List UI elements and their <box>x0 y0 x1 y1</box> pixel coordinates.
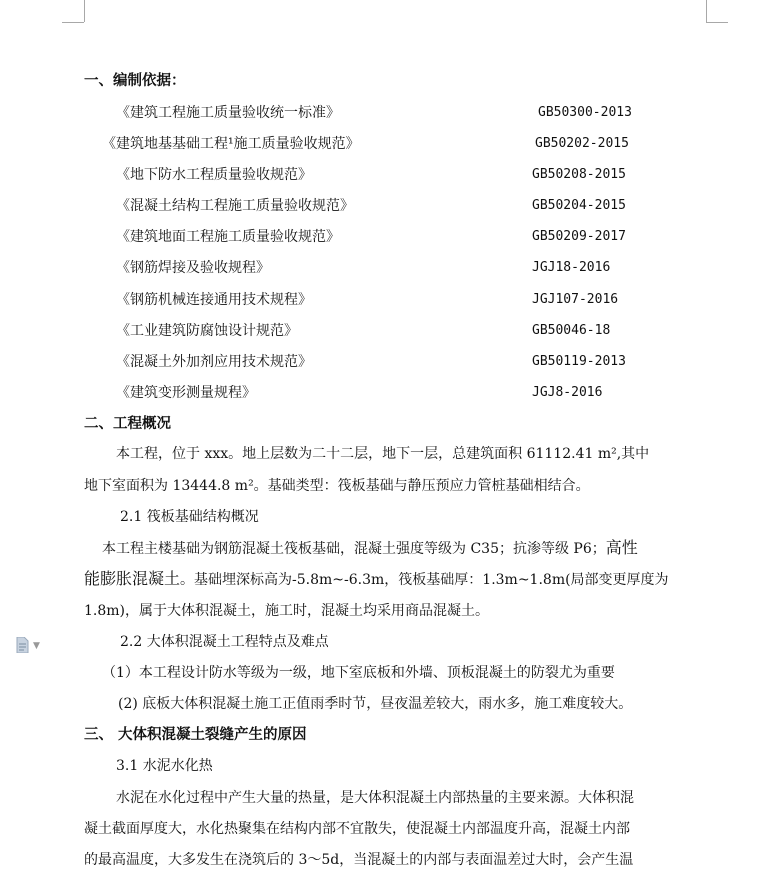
reference-code: GB50208-2015 <box>532 167 626 182</box>
reference-code: JGJ107-2016 <box>532 292 619 307</box>
subsection-3-1-heading: 3.1 水泥水化热 <box>116 758 213 774</box>
page-corner-mark-top-right <box>706 0 707 22</box>
hydration-paragraph-line-1: 水泥在水化过程中产生大量的热量，是大体积混凝土内部热量的主要来源。大体积混 <box>116 790 634 806</box>
reference-name: 《混凝土结构工程施工质量验收规范》 <box>116 198 354 214</box>
page-corner-mark-top-right <box>706 22 728 23</box>
reference-name: 《建筑变形测量规程》 <box>116 385 256 401</box>
overview-paragraph-line-1: 本工程，位于 xxx。地上层数为二十二层，地下一层，总建筑面积 61112.41 m²,其中 <box>116 446 650 462</box>
hydration-paragraph-line-3: 的最高温度，大多发生在浇筑后的 3～5d，当混凝土的内部与表面温差过大时，会产生温 <box>84 852 634 868</box>
page-corner-mark-top-left <box>84 0 85 22</box>
reference-name: 《工业建筑防腐蚀设计规范》 <box>116 323 298 339</box>
reference-code: GB50209-2017 <box>532 229 626 244</box>
reference-name: 《建筑地基基础工程¹施工质量验收规范》 <box>102 136 360 152</box>
raft-foundation-paragraph-line-1 <box>102 540 638 558</box>
section-1-heading: 一、编制依据： <box>84 72 186 89</box>
reference-name: 《混凝土外加剂应用技术规范》 <box>116 354 312 370</box>
overview-paragraph-line-2: 地下室面积为 13444.8 m²。基础类型：筏板基础与静压预应力管桩基础相结合。 <box>84 478 590 494</box>
subsection-2-2-heading: 2.2 大体积混凝土工程特点及难点 <box>120 634 329 650</box>
reference-name: 《建筑地面工程施工质量验收规范》 <box>116 229 340 245</box>
section-2-heading: 二、工程概况 <box>84 415 171 432</box>
difficulty-item-2: (2) 底板大体积混凝土施工正值雨季时节，昼夜温差较大，雨水多，施工难度较大。 <box>118 696 633 712</box>
reference-code: GB50300-2013 <box>538 105 632 120</box>
document-icon[interactable] <box>16 637 29 653</box>
raft-foundation-paragraph-line-3: 1.8m)，属于大体积混凝土，施工时，混凝土均采用商品混凝土。 <box>84 603 490 619</box>
raft-text-large: 高性 <box>605 540 638 557</box>
raft-text-large: 能膨胀混凝土 <box>84 571 181 588</box>
reference-code: GB50204-2015 <box>532 198 626 213</box>
reference-code: GB50119-2013 <box>532 354 626 369</box>
reference-name: 《钢筋机械连接通用技术规程》 <box>116 292 312 308</box>
reference-name: 《地下防水工程质量验收规范》 <box>116 167 312 183</box>
raft-text: 本工程主楼基础为钢筋混凝土筏板基础，混凝土强度等级为 C35；抗渗等级 P6； <box>102 541 606 557</box>
subsection-2-1-heading: 2.1 筏板基础结构概况 <box>120 509 259 525</box>
reference-code: GB50202-2015 <box>535 136 629 151</box>
chevron-down-icon[interactable]: ▼ <box>33 641 40 651</box>
reference-code: GB50046-18 <box>532 323 611 338</box>
raft-text: 。基础埋深标高为-5.8m~-6.3m，筏板基础厚：1.3m~1.8m(局部变更厚度为 <box>180 572 669 588</box>
reference-code: JGJ8-2016 <box>532 385 603 400</box>
section-3-heading: 三、 大体积混凝土裂缝产生的原因 <box>84 726 307 743</box>
difficulty-item-1: （1）本工程设计防水等级为一级，地下室底板和外墙、顶板混凝土的防裂尤为重要 <box>102 665 615 681</box>
raft-foundation-paragraph-line-2 <box>84 571 669 589</box>
reference-name: 《建筑工程施工质量验收统一标准》 <box>116 105 340 121</box>
page-corner-mark-top-left <box>62 22 84 23</box>
reference-name: 《钢筋焊接及验收规程》 <box>116 260 270 276</box>
hydration-paragraph-line-2: 凝土截面厚度大，水化热聚集在结构内部不宜散失，使混凝土内部温度升高，混凝土内部 <box>84 821 630 837</box>
reference-code: JGJ18-2016 <box>532 260 611 275</box>
